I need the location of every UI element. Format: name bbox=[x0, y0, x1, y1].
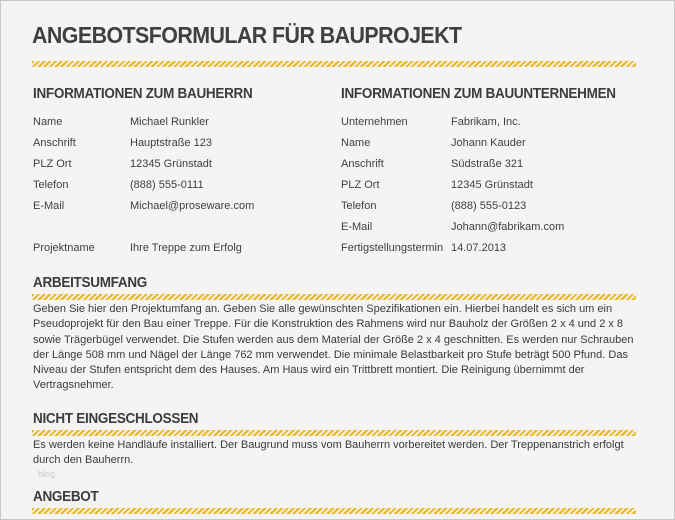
contractor-city-value: 12345 Grünstadt bbox=[451, 179, 533, 191]
contractor-name-label: Name bbox=[341, 137, 371, 149]
client-email-label: E-Mail bbox=[33, 200, 65, 212]
scope-heading: ARBEITSUMFANG bbox=[33, 275, 147, 291]
scope-text: Geben Sie hier den Projektumfang an. Geben Sie alle gewünschten Spezifikationen ein. Hierbei handelt es sich um ein Pseudoprojekt für den Bau einer Treppe. Für die Konstruktion des Rahmens wird nur Bauholz der Größen 2 x 4 und 2 x 8 sowie Trägerbügel verwendet. Die Stufen werden aus dem Material der Größe 2 x 4 geschnitten. Es werden nur Schrauben der Länge 508 mm und Nägel der Länge 762 mm verwendet. Die minimale Belastbarkeit pro Stufe beträgt 500 Pfund. Das Niveau der Stufen entspricht dem des Hauses. Am Haus wird ein Trittbrett montiert. Die Reinigung übernimmt der Vertragsnehmer. bbox=[33, 303, 634, 392]
client-name-value: Michael Runkler bbox=[130, 116, 209, 128]
contractor-email-label: E-Mail bbox=[341, 221, 373, 233]
offer-divider bbox=[32, 508, 636, 514]
contractor-company-value: Fabrikam, Inc. bbox=[451, 116, 521, 128]
watermark: blog bbox=[38, 469, 56, 479]
project-name-label: Projektname bbox=[33, 242, 95, 254]
client-heading: INFORMATIONEN ZUM BAUHERRN bbox=[33, 86, 253, 102]
contractor-name-value: Johann Kauder bbox=[451, 137, 526, 149]
excluded-text: Es werden keine Handläufe installiert. Der Baugrund muss vom Bauherrn vorbereitet werden. Der Treppenanstrich erfolgt durch den Bauherrn. bbox=[33, 439, 624, 467]
contractor-address-value: Südstraße 321 bbox=[451, 158, 524, 170]
page-title: ANGEBOTSFORMULAR FÜR BAUPROJEKT bbox=[32, 22, 462, 48]
client-city-value: 12345 Grünstadt bbox=[130, 158, 212, 170]
contractor-phone-value: (888) 555-0123 bbox=[451, 200, 527, 212]
contractor-company-label: Unternehmen bbox=[341, 116, 408, 128]
client-phone-value: (888) 555-0111 bbox=[130, 179, 204, 191]
client-address-value: Hauptstraße 123 bbox=[130, 137, 212, 149]
completion-date-label: Fertigstellungstermin bbox=[341, 242, 444, 254]
contractor-heading: INFORMATIONEN ZUM BAUUNTERNEHMEN bbox=[341, 86, 616, 102]
excluded-heading: NICHT EINGESCHLOSSEN bbox=[33, 411, 199, 427]
contractor-address-label: Anschrift bbox=[341, 158, 384, 170]
excluded-divider bbox=[32, 430, 636, 436]
contractor-email-value: Johann@fabrikam.com bbox=[451, 221, 565, 233]
client-phone-label: Telefon bbox=[33, 179, 69, 191]
client-email-value: Michael@proseware.com bbox=[130, 200, 255, 212]
completion-date-value: 14.07.2013 bbox=[451, 242, 507, 254]
project-name-value: Ihre Treppe zum Erfolg bbox=[130, 242, 242, 254]
offer-heading: ANGEBOT bbox=[33, 489, 99, 505]
scope-divider bbox=[32, 294, 636, 300]
client-name-label: Name bbox=[33, 116, 63, 128]
title-divider bbox=[32, 61, 636, 67]
client-city-label: PLZ Ort bbox=[33, 158, 72, 170]
client-address-label: Anschrift bbox=[33, 137, 76, 149]
contractor-city-label: PLZ Ort bbox=[341, 179, 380, 191]
contractor-phone-label: Telefon bbox=[341, 200, 377, 212]
